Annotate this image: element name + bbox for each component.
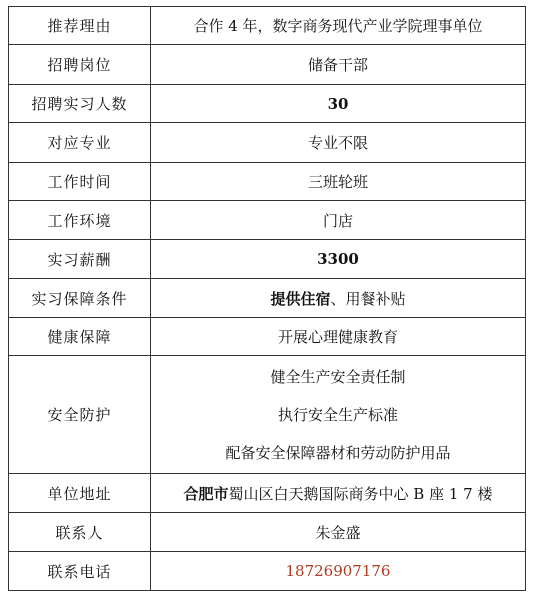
- table-row: [9, 552, 526, 591]
- row-label: 单位地址: [9, 474, 151, 513]
- row-value: 朱金盛: [151, 513, 526, 552]
- row-label: 安全防护: [9, 356, 151, 474]
- table-row: [9, 7, 526, 45]
- row-label: 联系人: [9, 513, 151, 552]
- table-row: [9, 356, 526, 474]
- phone-number: 18726907176: [151, 552, 526, 591]
- row-value: 合作 4 年，数字商务现代产业学院理事单位: [151, 7, 526, 45]
- row-label: 健康保障: [9, 318, 151, 356]
- row-value: [151, 474, 526, 513]
- row-value-bold: 合肥市: [183, 484, 229, 503]
- row-label: 工作时间: [9, 163, 151, 201]
- row-value: 3300: [151, 240, 526, 279]
- row-label: 招聘岗位: [9, 45, 151, 85]
- row-value-rest: 、用餐补贴: [330, 289, 406, 308]
- table-row: [9, 318, 526, 356]
- table-row: [9, 474, 526, 513]
- row-label: 对应专业: [9, 123, 151, 163]
- row-value: 专业不限: [151, 123, 526, 163]
- table-row: [9, 85, 526, 123]
- recruitment-info-table: [8, 6, 526, 591]
- row-label: 推荐理由: [9, 7, 151, 45]
- row-label: 联系电话: [9, 552, 151, 591]
- row-value: 门店: [151, 201, 526, 240]
- table-row: [9, 240, 526, 279]
- row-value: [151, 356, 526, 474]
- table-row: [9, 163, 526, 201]
- row-value-rest: 蜀山区白天鹅国际商务中心 B 座 1 7 楼: [228, 484, 493, 503]
- row-label: 工作环境: [9, 201, 151, 240]
- safety-line: 配备安全保障器材和劳动防护用品: [225, 443, 451, 462]
- safety-line: 执行安全生产标准: [277, 405, 398, 424]
- row-value: [151, 279, 526, 318]
- row-value-bold: 提供住宿: [270, 289, 331, 308]
- row-value: 储备干部: [151, 45, 526, 85]
- safety-line: 健全生产安全责任制: [270, 367, 406, 386]
- row-label: 招聘实习人数: [9, 85, 151, 123]
- row-value: 30: [151, 85, 526, 123]
- row-label: 实习保障条件: [9, 279, 151, 318]
- table-row: [9, 201, 526, 240]
- row-value: 开展心理健康教育: [151, 318, 526, 356]
- table-row: [9, 279, 526, 318]
- table-row: [9, 123, 526, 163]
- table-row: [9, 513, 526, 552]
- row-label: 实习薪酬: [9, 240, 151, 279]
- row-value: 三班轮班: [151, 163, 526, 201]
- table-row: [9, 45, 526, 85]
